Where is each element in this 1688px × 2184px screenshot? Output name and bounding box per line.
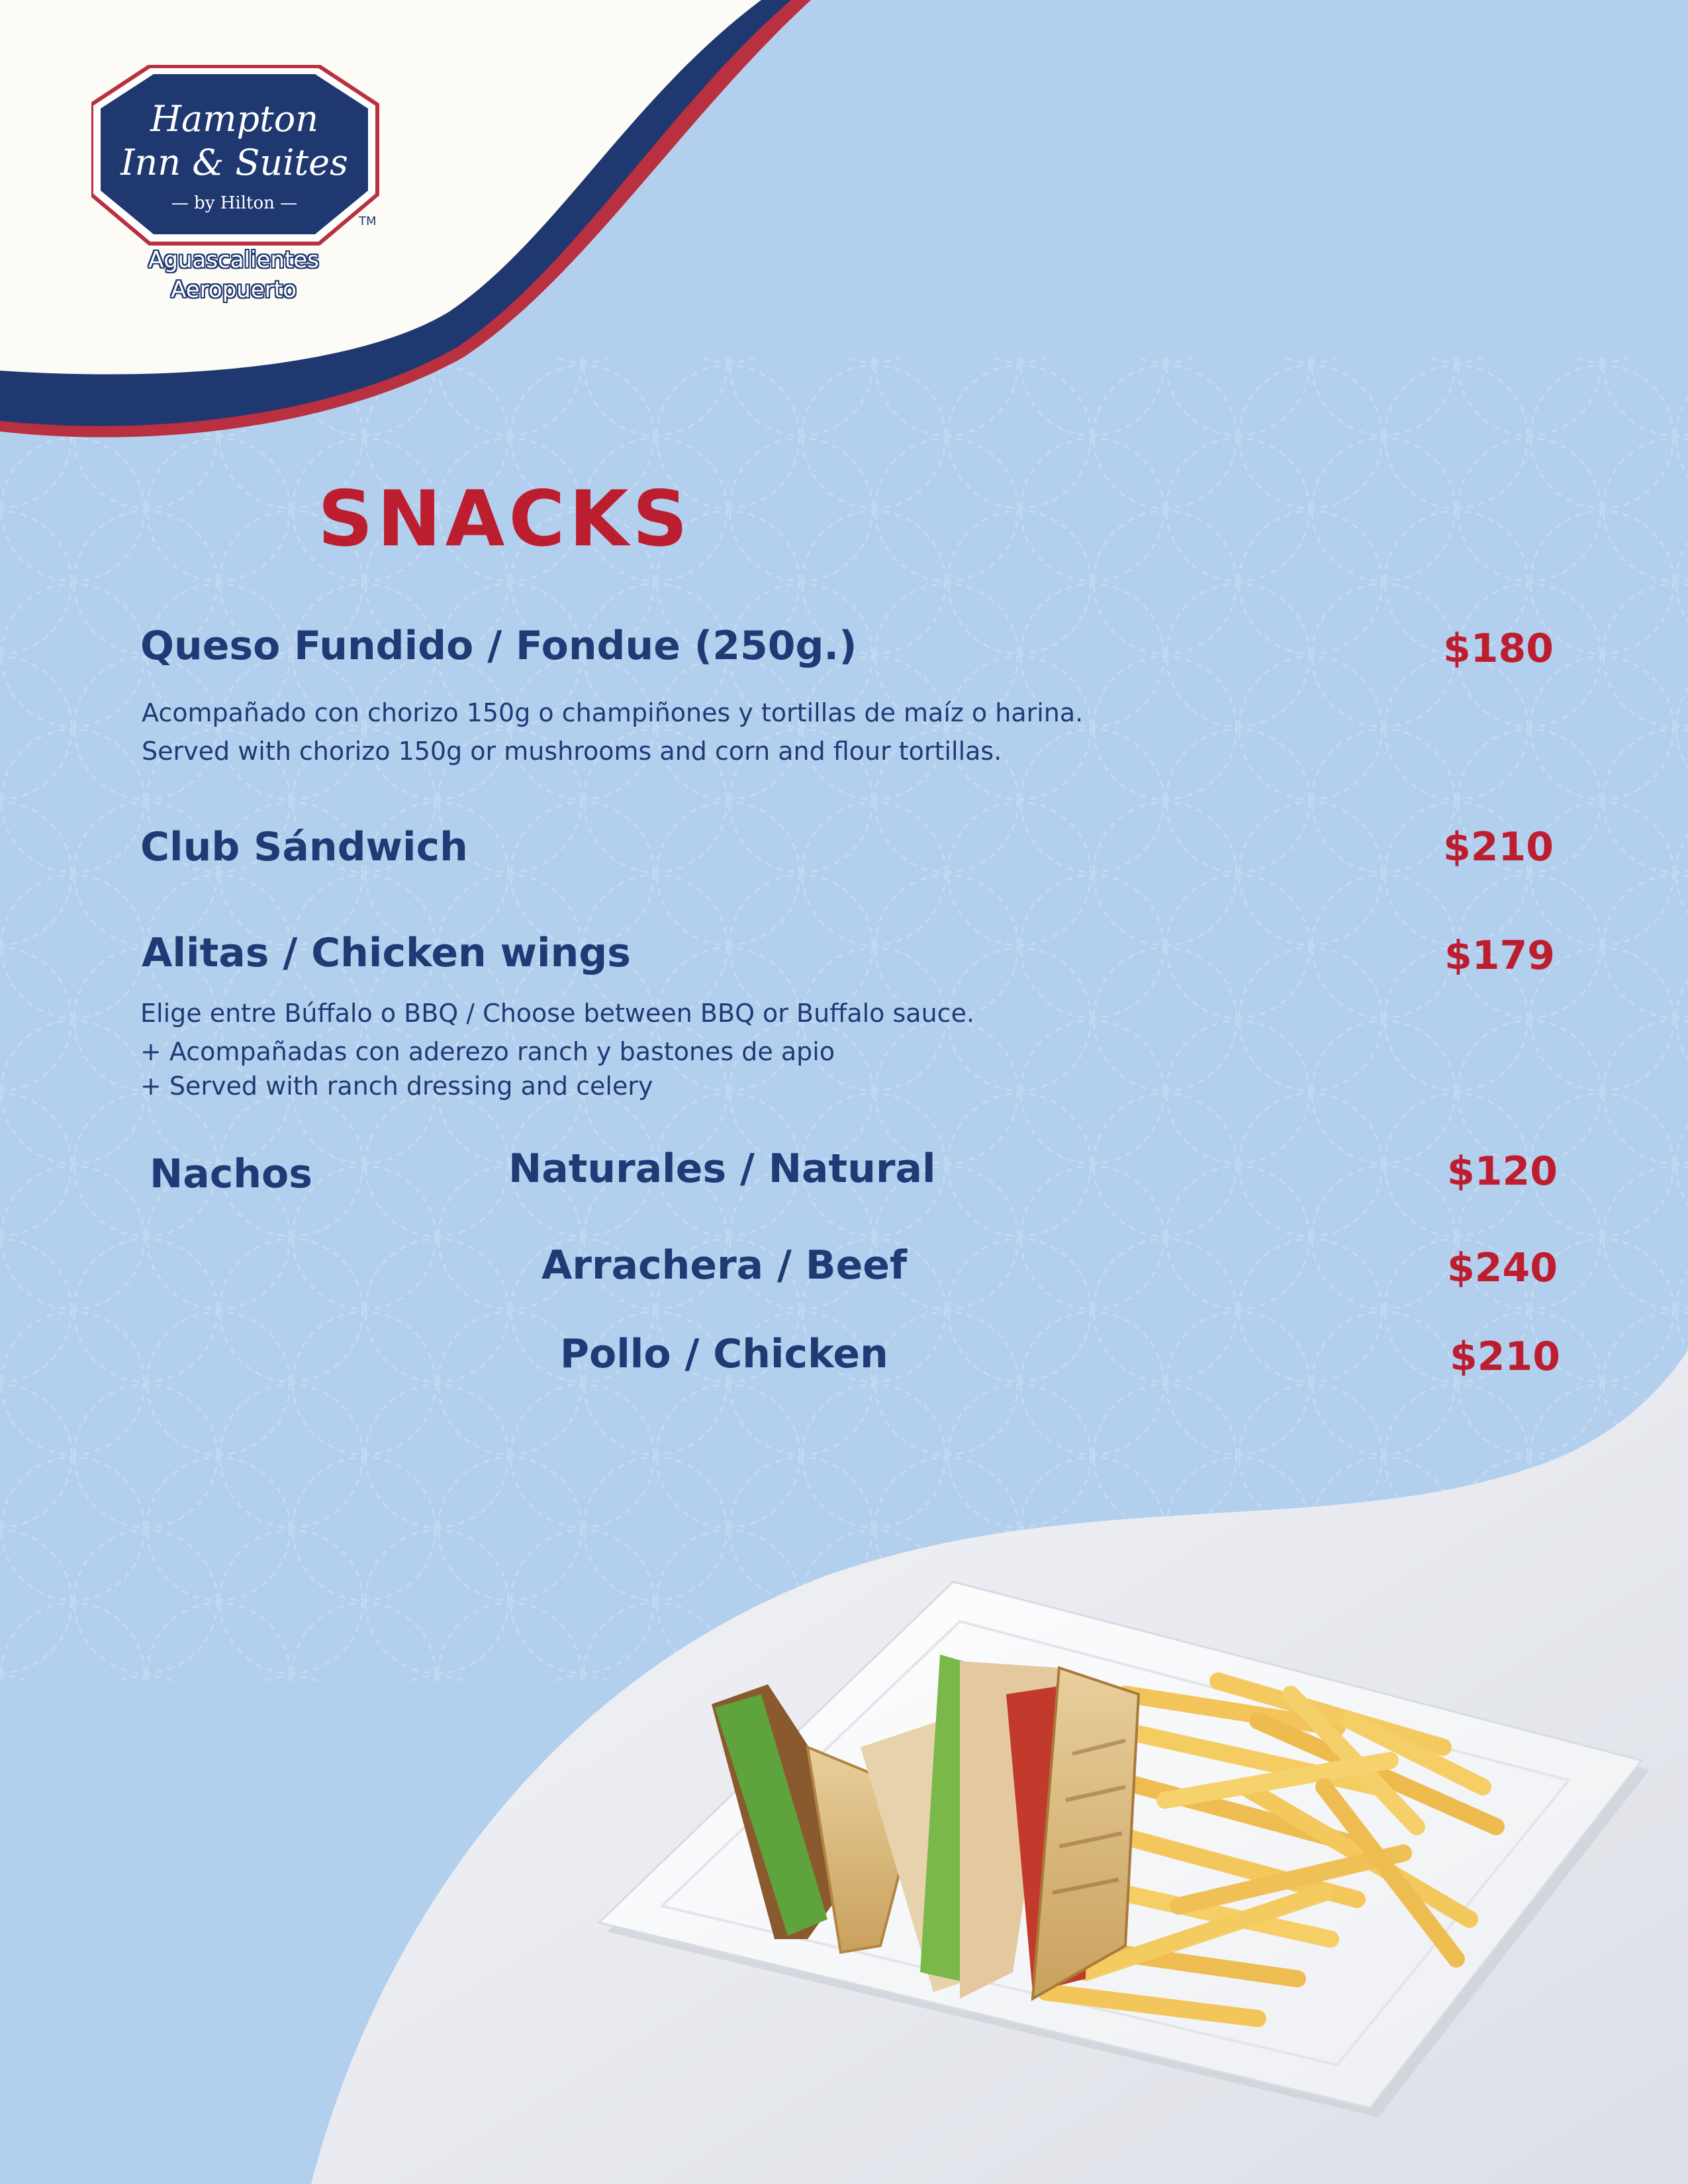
menu-item-price-queso: $180 bbox=[1443, 625, 1554, 672]
logo-by-hilton: — by Hilton — bbox=[171, 193, 298, 213]
hotel-logo bbox=[91, 65, 383, 316]
menu-item-name-nachos: Nachos bbox=[150, 1151, 312, 1197]
menu-item-price-alitas: $179 bbox=[1444, 933, 1555, 979]
menu-item-name-club: Club Sándwich bbox=[140, 824, 468, 870]
menu-item-desc-queso-en: Served with chorizo 150g or mushrooms and corn and flour tortillas. bbox=[142, 737, 1002, 766]
nachos-option-name: Pollo / Chicken bbox=[560, 1331, 888, 1377]
menu-item-name-alitas: Alitas / Chicken wings bbox=[142, 930, 631, 976]
menu-item-desc-alitas-1: Elige entre Búffalo o BBQ / Choose between BBQ or Buffalo sauce. bbox=[140, 999, 975, 1028]
nachos-option-name: Arrachera / Beef bbox=[541, 1242, 908, 1289]
nachos-option-price: $240 bbox=[1447, 1245, 1558, 1291]
logo-city: Aguascalientes bbox=[148, 247, 319, 273]
logo-name-line1: Hampton bbox=[150, 98, 319, 140]
menu-item-name-queso: Queso Fundido / Fondue (250g.) bbox=[140, 623, 857, 669]
section-title: SNACKS bbox=[318, 475, 692, 564]
menu-item-price-club: $210 bbox=[1443, 824, 1554, 870]
logo-location: Aeropuerto bbox=[171, 277, 297, 303]
logo-trademark: TM bbox=[359, 214, 377, 228]
menu-item-desc-queso-es: Acompañado con chorizo 150g o champiñones y tortillas de maíz o harina. bbox=[142, 698, 1084, 727]
menu-item-desc-alitas-2: + Acompañadas con aderezo ranch y bastones de apio bbox=[140, 1037, 835, 1066]
nachos-option-price: $210 bbox=[1450, 1334, 1560, 1380]
nachos-option-name: Naturales / Natural bbox=[508, 1146, 936, 1192]
nachos-option-price: $120 bbox=[1447, 1148, 1558, 1195]
menu-item-desc-alitas-3: + Served with ranch dressing and celery bbox=[140, 1071, 653, 1101]
logo-name-line2: Inn & Suites bbox=[120, 142, 348, 183]
